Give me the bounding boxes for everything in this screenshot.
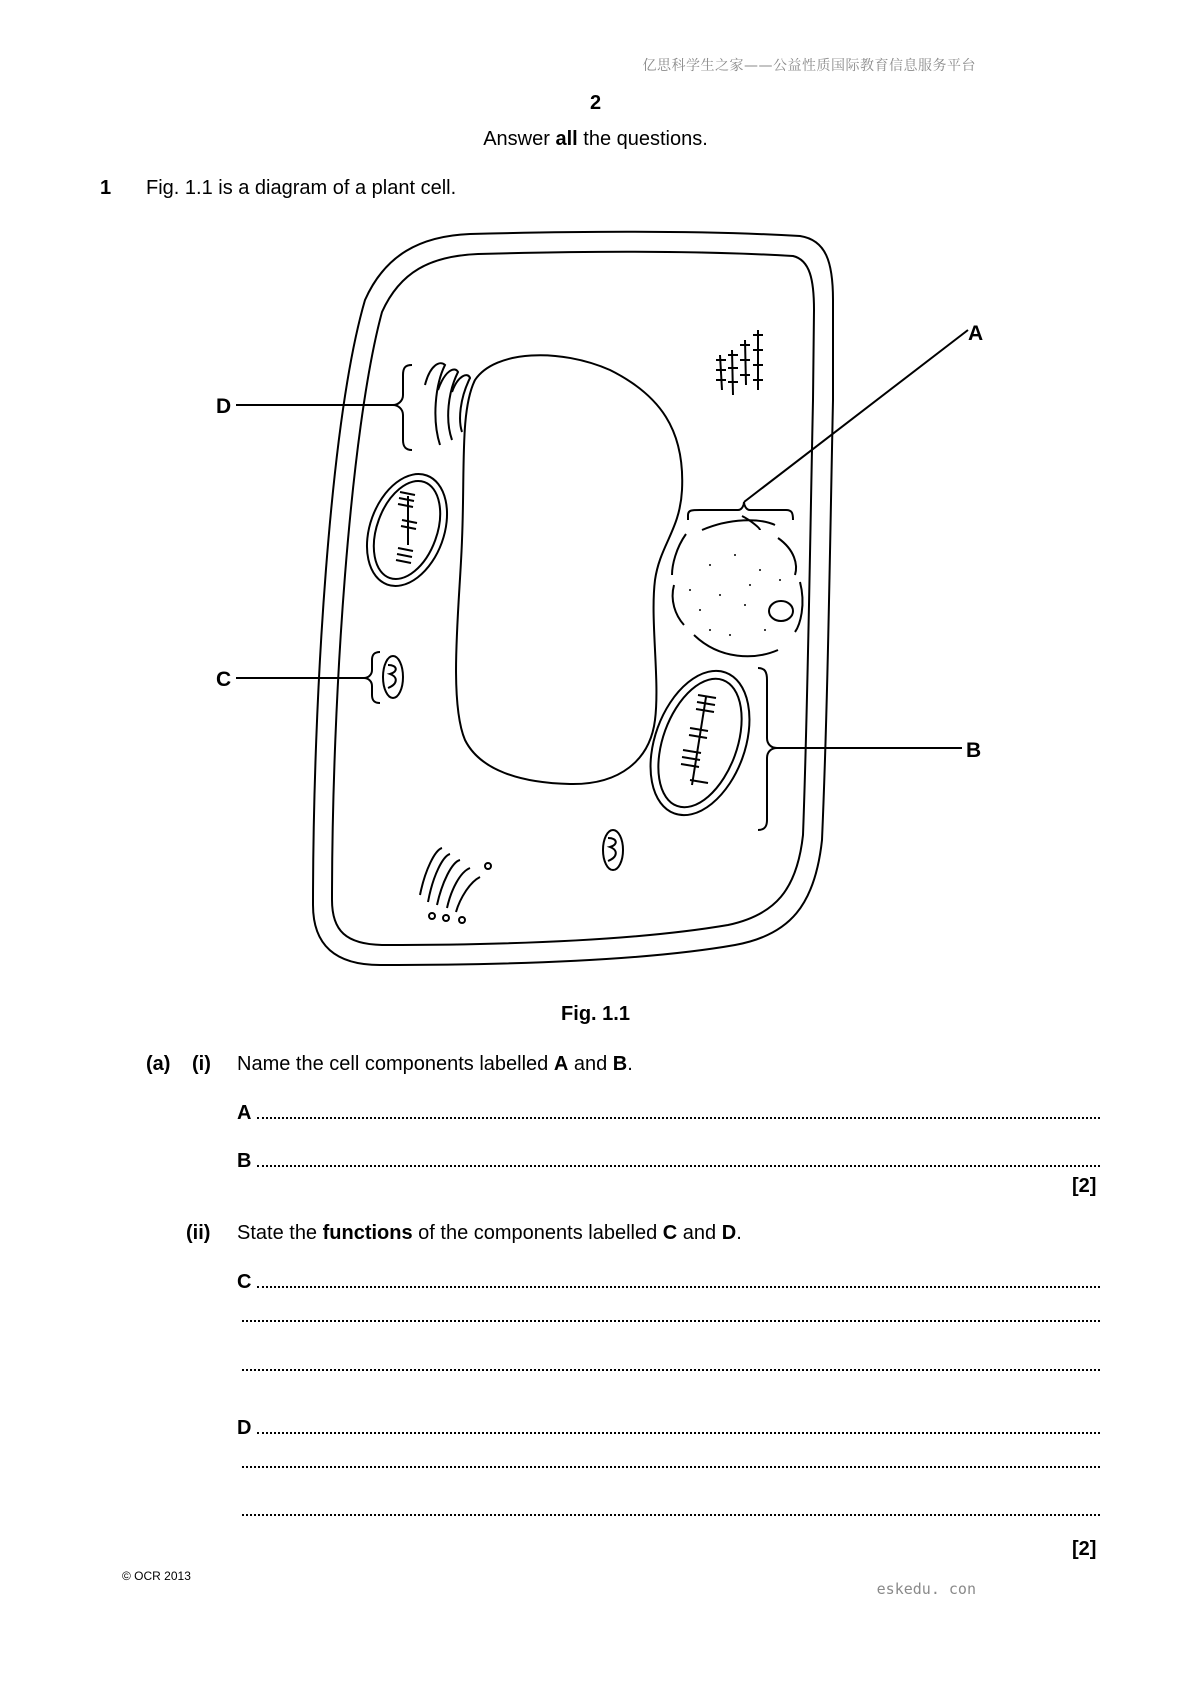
figure-caption: Fig. 1.1	[561, 1003, 630, 1025]
part-a-label: (a)	[146, 1053, 171, 1075]
part-a-i-label: (i)	[192, 1053, 211, 1075]
answer-label-b: B	[237, 1150, 252, 1172]
label-b: B	[966, 739, 982, 762]
bracket-d	[393, 365, 412, 450]
answer-label-d: D	[237, 1417, 252, 1439]
page-number: 2	[589, 92, 602, 114]
copyright: © OCR 2013	[122, 1569, 191, 1583]
cell-wall-outer	[313, 232, 833, 965]
chloroplast-right	[632, 657, 768, 829]
answer-line-d[interactable]	[237, 1417, 1100, 1440]
dotted-line	[257, 1432, 1100, 1434]
dotted-line	[242, 1514, 1100, 1516]
part-a-ii-bold-c: C	[662, 1222, 678, 1244]
answer-line-d-2[interactable]	[242, 1466, 1100, 1472]
part-a-ii-and: and	[677, 1222, 722, 1244]
part-a-i-bold-b: B	[612, 1053, 628, 1075]
bracket-a	[688, 502, 793, 520]
instruction-post: the questions.	[577, 128, 708, 150]
golgi-body-top	[425, 363, 470, 445]
vacuole	[456, 355, 682, 784]
part-a-ii-question	[237, 1222, 742, 1245]
label-d: D	[216, 395, 232, 418]
part-a-ii-bold-functions: functions	[322, 1222, 413, 1244]
dotted-line	[242, 1320, 1100, 1322]
cell-membrane	[332, 252, 814, 945]
question-number: 1	[100, 177, 112, 199]
bracket-b	[758, 668, 777, 830]
nucleolus	[769, 601, 793, 621]
answer-label-c: C	[237, 1271, 252, 1293]
instruction-pre: Answer	[483, 128, 556, 150]
dotted-line	[242, 1369, 1100, 1371]
chloroplast-left	[352, 463, 461, 597]
part-a-i-question	[237, 1053, 633, 1076]
answer-line-c-2[interactable]	[242, 1320, 1100, 1326]
answer-line-d-3[interactable]	[242, 1514, 1100, 1520]
golgi-body-bottom	[420, 848, 491, 923]
dotted-line	[257, 1117, 1100, 1119]
header-watermark: 亿思科学生之家——公益性质国际教育信息服务平台	[642, 58, 976, 74]
label-c: C	[216, 668, 232, 691]
answer-label-a: A	[237, 1102, 252, 1124]
leader-a	[744, 330, 968, 502]
mitochondrion-bottom	[603, 830, 623, 870]
answer-line-c-3[interactable]	[242, 1369, 1100, 1375]
dotted-line	[257, 1165, 1100, 1167]
answer-line-c[interactable]	[237, 1271, 1100, 1294]
part-a-ii-label: (ii)	[186, 1222, 211, 1244]
part-a-ii-text-mid: of the components labelled	[412, 1222, 663, 1244]
part-a-i-bold-a: A	[553, 1053, 569, 1075]
answer-line-a[interactable]	[237, 1102, 1100, 1125]
part-a-i-period: .	[627, 1053, 633, 1075]
marks-a-ii: [2]	[1072, 1538, 1097, 1560]
nucleus	[672, 516, 803, 656]
instruction-bold: all	[555, 128, 578, 150]
part-a-i-text: Name the cell components labelled	[237, 1053, 554, 1075]
part-a-ii-text: State the	[237, 1222, 323, 1244]
mitochondrion-c	[383, 656, 403, 698]
part-a-i-and: and	[568, 1053, 613, 1075]
dotted-line	[242, 1466, 1100, 1468]
dotted-line	[257, 1286, 1100, 1288]
marks-a-i: [2]	[1072, 1175, 1097, 1197]
part-a-ii-bold-d: D	[721, 1222, 737, 1244]
label-a: A	[968, 322, 984, 345]
answer-line-b[interactable]	[237, 1150, 1100, 1173]
bracket-c	[364, 652, 380, 703]
part-a-ii-period: .	[736, 1222, 742, 1244]
question-text: Fig. 1.1 is a diagram of a plant cell.	[146, 177, 457, 199]
rough-er-cluster	[716, 330, 763, 395]
footer-watermark: eskedu. con	[876, 1580, 976, 1598]
